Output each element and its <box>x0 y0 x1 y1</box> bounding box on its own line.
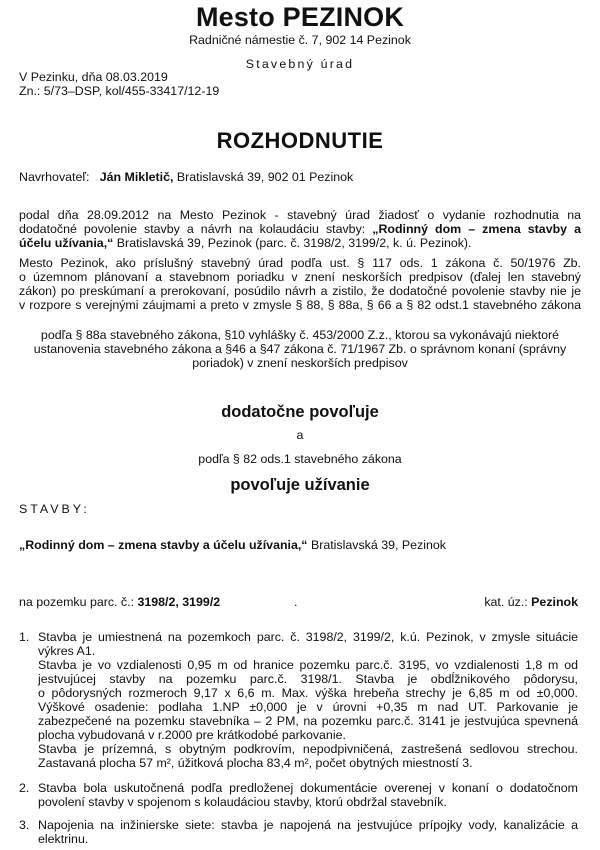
item-3-line-2: elektrinu. <box>38 832 89 846</box>
para1-building-name-1: „Rodinný dom – zmena stavby a <box>372 222 581 236</box>
item-1-number: 1. <box>19 630 30 644</box>
cadastral-line <box>484 595 578 609</box>
parcel-label: na pozemku parc. č.: <box>19 595 135 609</box>
item-1-line-6: Výškové osadenie: podlaha 1.NP ±0,000 je v úrovni +0,35 m nad UT. Parkovanie je <box>38 700 578 714</box>
item-1-line-8: plocha vybudovaná v r.2000 pre krátkodobé parkovanie. <box>38 728 346 742</box>
para2-line4: v rozpore s verejnými záujmami a preto v zmysle § 88, § 88a, § 66 a § 82 odst.1 stavebného zákona <box>19 298 581 312</box>
item-1-line-3: Stavba je vo vzdialenosti 0,95 m od hranice pozemku parc.č. 3195, vo vzdialenosti 1,8 m od <box>38 658 578 672</box>
parcel-dot: . <box>294 595 298 609</box>
applicant-address: Bratislavská 39, 902 01 Pezinok <box>176 170 354 184</box>
verdict-permits: dodatočne povoľuje <box>221 403 379 421</box>
para2-line1: Mesto Pezinok, ako príslušný stavebný úrad podľa ust. § 117 ods. 1 zákona č. 50/1976 Zb. <box>19 256 581 270</box>
item-2-line-2: povolení stavby v spojenom s kolaudáciou stavby, ktorú obdržal stavebník. <box>38 795 447 809</box>
item-2-number: 2. <box>19 781 30 795</box>
office-name: Stavebný úrad <box>245 57 355 71</box>
parcel-line <box>19 595 220 609</box>
item-3-line-1: Napojenia na inžinierske siete: stavba je napojená na jestvujúce prípojky vody, kanalizácie a <box>38 818 578 832</box>
para1-line2-text: dodatočné povolenie stavby a návrh na kolaudáciu stavby: <box>19 222 366 236</box>
para1-line3 <box>19 236 472 250</box>
parcel-value: 3198/2, 3199/2 <box>137 595 221 609</box>
reference-number: Zn.: 5/73–DSP, kol/455-33417/12-19 <box>19 84 220 98</box>
item-3-number: 3. <box>19 818 30 832</box>
para1-building-name-2: účelu užívania,“ <box>19 236 114 250</box>
cadastral-label: kat. úz.: <box>484 595 528 609</box>
city-address: Radničné námestie č. 7, 902 14 Pezinok <box>189 33 411 47</box>
item-1-line-1: Stavba je umiestnená na pozemkoch parc. č. 3198/2, 3199/2, k.ú. Pezinok, v zmysle situácie <box>38 630 578 644</box>
item-1-line-9: Stavba je prízemná, s obytným podkrovím, nepodpivničená, zastrešená sedlovou strechou. <box>38 742 578 756</box>
verdict-use: povoľuje užívanie <box>230 476 370 494</box>
item-1-line-7: zabezpečené na pozemku stavebníka – 2 PM, na pozemku parc.č. 3141 je jestvujúca spevnená <box>38 714 578 728</box>
building-name: „Rodinný dom – zmena stavby a účelu užívania,“ <box>19 538 308 552</box>
para3-line3: poriadok) v znení neskorších predpisov <box>192 356 408 370</box>
item-1-line-5: o pôdorysných rozmeroch 9,17 x 6,6 m. Max. výška hrebeňa strechy je 6,85 m od ±0,000. <box>38 686 578 700</box>
applicant-label: Navrhovateľ: <box>19 170 90 184</box>
building-line <box>19 538 446 552</box>
item-1-line-2: výkres A1. <box>38 644 96 658</box>
city-title: Mesto PEZINOK <box>195 2 405 32</box>
verdict-legal-basis: podľa § 82 ods.1 stavebného zákona <box>198 452 402 466</box>
para1-line2 <box>19 222 581 236</box>
para2-line2: o územnom plánovaní a stavebnom poriadku v znení neskorších predpisov (ďalej len stavebný <box>19 270 581 284</box>
cadastral-value: Pezinok <box>531 595 578 609</box>
verdict-and: a <box>296 428 304 442</box>
applicant-name: Ján Mikletič, <box>99 170 174 184</box>
applicant-line <box>19 170 353 184</box>
decision-title: ROZHODNUTIE <box>216 128 384 153</box>
para3-line1: podľa § 88a stavebného zákona, §10 vyhlášky č. 453/2000 Z.z., ktorou sa vykonávajú niektoré <box>40 328 560 342</box>
para1-line3-text: Bratislavská 39, Pezinok (parc. č. 3198/2, 3199/2, k. ú. Pezinok). <box>116 236 472 250</box>
stavby-label: STAVBY: <box>19 502 90 516</box>
item-1-line-10: Zastavaná plocha 57 m², úžitková plocha 83,4 m², počet obytných miestností 3. <box>38 756 473 770</box>
item-1-line-4: jestvujúcej stavby na pozemku parc.č. 3198/1. Stavba je obdĺžnikového pôdorysu, <box>38 672 578 686</box>
item-2-line-1: Stavba bola uskutočnená podľa predloženej dokumentácie overenej v konaní o dodatočnom <box>38 781 578 795</box>
para3-line2: ustanovenia stavebného zákona a §46 a §47 zákona č. 71/1967 Zb. o správnom konaní (správny <box>33 342 567 356</box>
para1-line1: podal dňa 28.09.2012 na Mesto Pezinok - stavebný úrad žiadosť o vydanie rozhodnutia na <box>19 208 581 222</box>
date-place: V Pezinku, dňa 08.03.2019 <box>19 70 168 84</box>
building-address: Bratislavská 39, Pezinok <box>310 538 446 552</box>
para2-line3: zákon) po preskúmaní a prerokovaní, posúdilo návrh a zistilo, že dodatočné povolenie stavby nie je <box>19 284 581 298</box>
